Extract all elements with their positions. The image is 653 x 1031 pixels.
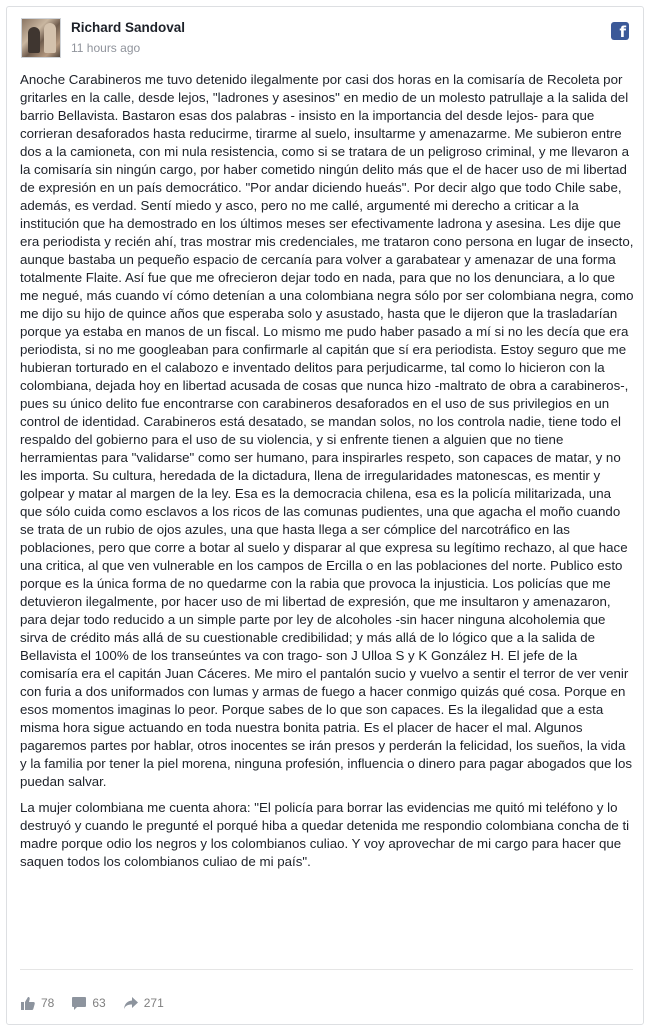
like-count[interactable] xyxy=(21,996,54,1010)
share-icon xyxy=(124,997,138,1009)
footer-divider xyxy=(20,969,633,970)
post-body xyxy=(20,71,634,879)
share-count-value: 271 xyxy=(143,996,164,1010)
post-paragraph-1: Anoche Carabineros me tuvo detenido ilegalmente por casi dos horas en la comisaría de Recoleta por gritarles en la calle, desde lejos, "ladrones y asesinos" en medio de un molesto patrullaje a la salida del barrio Bellavista. Bastaron esas dos palabras - insisto en la importancia del desde lejos- para que corrieran desaforados hasta reducirme, tirarme al suelo, insultarme y amenazarme. Me subieron entre dos a la camioneta, con mi nula resistencia, como si se tratara de un peligroso criminal, y me llevaron a la comisaría sin ningún cargo, por haber cometido ningún delito más que el de hacer uso de mi libertad de expresión en un país democrático. "Por andar diciendo hueás". Por decir algo que todo Chile sabe, además, es verdad. Sentí miedo y asco, pero no me callé, argumenté mi derecho a criticar a la institución que ha demostrado en los últimos meses ser efectivamente ladrona y asesina. Les dije que era periodista y recién ahí, tras mostrar mis credenciales, me trataron cono persona en lugar de insecto, aunque bastaba un pequeño espacio de cercanía para volver a garabatear y amenazar de una forma totalmente Flaite. Así fue que me ofrecieron dejar todo en nada, para que no los denunciara, a lo que me negué, más cuando ví cómo detenían a una colombiana negra sólo por ser colombiana negra, como me dijo su hijo de quince años que esperaba solo y asustado, hasta que le dijeron que la trasladarían porque ya estaba en manos de un fiscal. Lo mismo me pudo haber pasado a mí si no les decía que era periodista, si no me googleaban para confirmarle al capitán que sí era periodista. Estoy seguro que me hubieran torturado en el calabozo e inventado delitos para perjudicarme, tal como lo hicieron con la colombiana, dejada hoy en libertad acusada de cosas que nunca hizo -maltrato de obra a carabineros-, pues su único delito fue encontrarse con carabineros desaforados en el uso de sus privilegios en un control de identidad. Carabineros está desatado, se mandan solos, no los controla nadie, tiene todo el respaldo del gobierno para el uso de su violencia, y si enfrente tienen a alguien que no tiene herramientas para "validarse" como ser humano, para inspirarles respeto, son capaces de matar, y no les importa. Su cultura, heredada de la dictadura, llena de irregularidades matonescas, es mentir y golpear y matar al margen de la ley. Esa es la democracia chilena, esa es la policía militarizada, una que sólo cuida como esclavos a los ricos de las comunas pudientes, una que agacha el moño cuando se trata de un rubio de ojos azules, una que hasta llega a ser cómplice del narcotráfico en las poblaciones, pero que corre a botar al suelo y disparar al que expresa su legítimo rechazo, al que hace una critica, al que ven vulnerable en los campos de Ercilla o en las poblaciones del norte. Publico esto porque es la única forma de no quedarme con la rabia que provoca la injusticia. Los policías que me detuvieron ilegalmente, por hacer uso de mi libertad de expresión, que me insultaron y amenazaron, para dejar todo reducido a un simple parte por ley de alcoholes -sin hacer ninguna alcoholemia que sirva de crédito más allá de su cuestionable credibilidad; y más allá de lo lógico que a la salida de Bellavista el 100% de los transeúntes va con trago- son J Ulloa S y K González H. El jefe de la comisaría era el capitán Juan Cáceres. Me miro el pantalón sucio y vuelvo a sentir el terror de ver venir con furia a dos uniformados con lumas y armas de fuego a hacer conmigo quizás qué cosa. Porque en esos momentos imaginas lo peor. Porque sabes de lo que son capaces. Es la ilegalidad que a esta misma hora sigue actuando en toda nuestra bonita patria. Es el placer de hacer el mal. Algunos pagaremos partes por hablar, otros inocentes se irán presos y perderán la felicidad, los sueños, la vida y la familia por tener la piel morena, ninguna profesión, influencia o dinero para pagar abogados que los puedan salvar. xyxy=(20,72,634,789)
author-name[interactable]: Richard Sandoval xyxy=(71,20,186,35)
post-timestamp[interactable]: 11 hours ago xyxy=(71,41,141,55)
comment-count-value: 63 xyxy=(92,996,106,1010)
post-footer xyxy=(21,993,182,1013)
comment-icon xyxy=(72,997,86,1010)
comment-count[interactable] xyxy=(72,996,105,1010)
facebook-post-card xyxy=(6,6,644,1025)
post-header xyxy=(21,18,631,62)
share-count[interactable] xyxy=(124,996,164,1010)
facebook-icon[interactable]: f xyxy=(611,22,629,40)
avatar[interactable] xyxy=(21,18,61,58)
like-count-value: 78 xyxy=(41,996,55,1010)
thumbs-up-icon xyxy=(21,997,35,1010)
post-paragraph-2: La mujer colombiana me cuenta ahora: "El policía para borrar las evidencias me quitó mi teléfono y lo destruyó y cuando le pregunté el porqué hiba a quedar detenida me respondio colombiana concha de ti madre porque odio los negros y los colombianos culiao. Y voy aprovechar de mi cargo para hacer que saquen todos los colombianos culiao de mi país". xyxy=(20,800,630,869)
